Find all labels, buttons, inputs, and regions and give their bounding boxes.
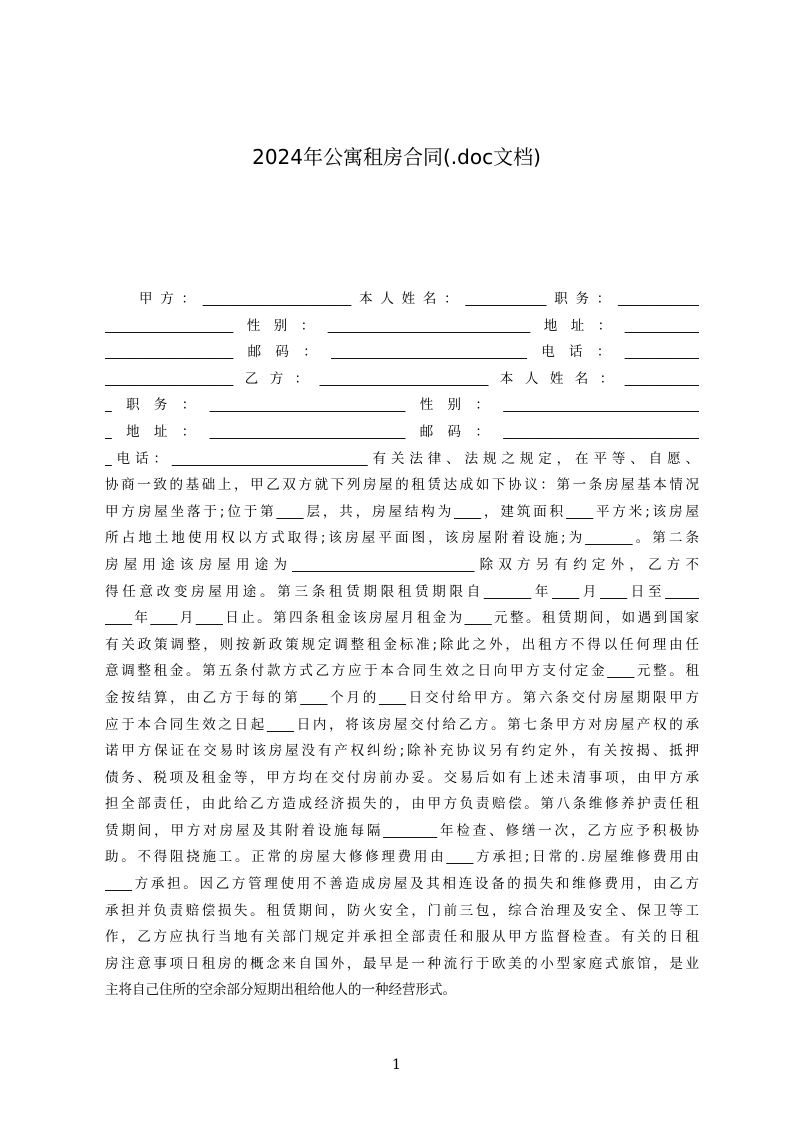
body-line: 助。不得阻挠施工。正常的房屋大修修理费用由____方承担;日常的.房屋维修费用由 — [105, 849, 699, 866]
body-line: 得任意改变房屋用途。第三条租赁期限租赁期限自_______年____月____日至_____ — [105, 583, 699, 600]
contract-body — [105, 286, 699, 1004]
body-line: 赁期间，甲方对房屋及其附着设施每隔________年检查、修缮一次，乙方应予积极协 — [105, 822, 699, 839]
body-line: 金按结算，由乙方于每的第____个月的____日交付给甲方。第六条交付房屋期限甲方 — [105, 689, 699, 706]
body-line: _电话：_____________________________有关法律、法规之规定，在平等、自愿、 — [105, 450, 699, 467]
body-line: 甲方：______________________本人姓名：____________职务：____________ — [139, 291, 699, 307]
body-line: 诺甲方保证在交易时该房屋没有产权纠纷;除补充协议另有约定外，有关按揭、抵押 — [105, 743, 699, 760]
body-line: 应于本合同生效之日起____日内，将该房屋交付给乙方。第七条甲方对房屋产权的承 — [105, 716, 699, 733]
body-line: 房屋用途该房屋用途为___________________________除双方另有约定外，乙方不 — [105, 556, 699, 573]
body-line: 有关政策调整，则按新政策规定调整租金标准;除此之外，出租方不得以任何理由任 — [105, 636, 699, 653]
body-line: 主将自己住所的空余部分短期出租给他人的一种经营形式。 — [105, 982, 456, 999]
document-title: 2024年公寓租房合同(.doc文档) — [252, 145, 541, 169]
body-line: 甲方房屋坐落于;位于第____层，共，房屋结构为____，建筑面积____平方米;该房屋 — [105, 503, 699, 520]
body-line: _职务：_____________________________性别：_____________________________ — [105, 397, 699, 414]
body-line: 所占地土地使用权以方式取得;该房屋平面图，该房屋附着设施;为_______。第二条 — [105, 530, 699, 547]
body-line: 房注意事项日租房的概念来自国外，最早是一种流行于欧美的小型家庭式旅馆，是业 — [105, 955, 699, 972]
body-line: 承担并负责赔偿损失。租赁期间，防火安全，门前三包，综合治理及安全、保卫等工 — [105, 902, 699, 919]
body-line: ____方承担。因乙方管理使用不善造成房屋及其相连设备的损失和维修费用，由乙方 — [105, 876, 699, 893]
body-line: ___________________邮码：_____________________________电话：___________ — [105, 344, 699, 361]
body-line: 协商一致的基础上，甲乙双方就下列房屋的租赁达成如下协议：第一条房屋基本情况 — [105, 477, 699, 494]
body-line: 债务、税项及租金等，甲方均在交付房前办妥。交易后如有上述未清事项，由甲方承 — [105, 769, 699, 786]
page-number: 1 — [392, 1057, 401, 1073]
body-line: 意调整租金。第五条付款方式乙方应于本合同生效之日向甲方支付定金____元整。租 — [105, 663, 699, 680]
body-line: _地址：_____________________________邮码：_____________________________ — [105, 423, 699, 440]
body-line: ___________________性别：______________________________地址：___________ — [105, 317, 699, 334]
body-line: 担全部责任，由此给乙方造成经济损失的，由甲方负责赔偿。第八条维修养护责任租 — [105, 796, 699, 813]
body-line: ____年____月____日止。第四条租金该房屋月租金为____元整。租赁期间，如遇到国家 — [105, 610, 699, 627]
body-line: 作，乙方应执行当地有关部门规定并承担全部责任和服从甲方监督检查。有关的日租 — [105, 929, 699, 946]
body-line: ___________________乙方：_________________________本人姓名：___________ — [105, 370, 699, 387]
